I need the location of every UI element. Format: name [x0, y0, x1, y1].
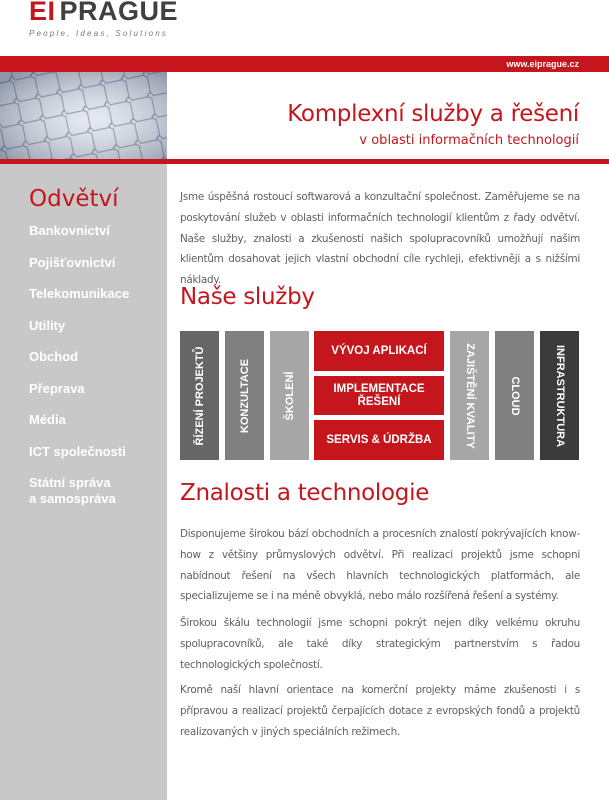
sidebar-title: Odvětví: [29, 186, 119, 212]
sidebar-item-utility[interactable]: Utility: [29, 317, 66, 333]
intro-paragraph: Jsme úspěšná rostoucí softwarová a konzultační společnost. Zaměřujeme se na poskytování služeb v oblasti informačních technologií klientům z řady odvětví. Naše služby, znalosti a zkušenosti našich spolupracovníků umožňují našim klientům dosahovat jejich vlastní obchodní cíle rychleji, efektivněji a s nižšími náklady.: [180, 191, 580, 287]
website-link[interactable]: www.eiprague.cz: [506, 59, 579, 69]
service-box-label: SERVIS & ÚDRŽBA: [326, 433, 432, 446]
sidebar-list: [29, 223, 129, 523]
service-box-implementace: [314, 376, 444, 415]
service-column-label: CLOUD: [508, 375, 521, 416]
puzzle-image: [0, 72, 167, 159]
company-logo: [29, 0, 179, 26]
service-box-vyvoj-aplikaci: [314, 331, 444, 371]
sidebar-item-bankovnictvi[interactable]: Bankovnictví: [29, 223, 110, 238]
service-column-konzultace: [225, 331, 264, 460]
service-column-cloud: [495, 331, 534, 460]
service-column-infrastruktura: [540, 331, 579, 460]
tagline: People, Ideas, Solutions: [29, 29, 169, 38]
sidebar-item-pojistovnictvi[interactable]: Pojišťovnictví: [29, 254, 116, 270]
knowledge-paragraph-3: Kromě naší hlavní orientace na komerční projekty máme zkušenosti i s přípravou a realizací projektů čerpajících dotace z evropských fondů a projektů realizovaných v jiných speciálních režimech.: [180, 684, 580, 738]
hero-title: Komplexní služby a řešení: [287, 101, 579, 127]
service-column-label: ŘÍZENÍ PROJEKTŮ: [193, 345, 206, 446]
service-column-label: ZAJIŠTĚNÍ KVALITY: [463, 342, 476, 449]
sidebar-item-label-line2: a samospráva: [29, 491, 116, 506]
logo-ei: EI: [29, 0, 56, 26]
service-column-label: ŠKOLENÍ: [283, 371, 296, 420]
sidebar-item-ict[interactable]: ICT společnosti: [29, 443, 126, 459]
logo-name: PRAGUE: [59, 0, 179, 26]
service-box-servis-udrzba: [314, 420, 444, 460]
service-column-skoleni: [270, 331, 309, 460]
knowledge-heading: Znalosti a technologie: [180, 480, 430, 506]
sidebar: [0, 164, 167, 800]
sidebar-item-telekomunikace[interactable]: Telekomunikace: [29, 286, 130, 301]
service-column-zajisteni-kvality: [450, 331, 489, 460]
service-box-label: VÝVOJ APLIKACÍ: [331, 344, 427, 357]
service-box-label: IMPLEMENTACE ŘEŠENÍ: [333, 382, 425, 408]
sidebar-item-preprava[interactable]: Přeprava: [29, 380, 85, 396]
sidebar-item-obchod[interactable]: Obchod: [29, 349, 79, 364]
hero-subtitle: v oblasti informačních technologií: [359, 133, 579, 148]
service-column-label: KONZULTACE: [238, 358, 251, 433]
service-column-rizeni-projektu: [180, 331, 219, 460]
puzzle-illustration: [0, 72, 167, 159]
sidebar-item-media[interactable]: Média: [29, 412, 66, 427]
sidebar-item-label-line1: Státní správa: [29, 475, 111, 490]
knowledge-paragraph-1: Disponujeme širokou bází obchodních a procesních znalostí pokrývajících know-how z většiny průmyslových odvětví. Při realizaci projektů jsme schopni nabídnout řešení na všech hlavních technologických platformách, ale specializujeme se i na méně obvyklá, nebo málo rozšířená řešení a systémy.: [180, 528, 580, 603]
service-column-label: INFRASTRUKTURA: [553, 344, 566, 447]
services-heading: Naše služby: [180, 284, 315, 310]
knowledge-paragraph-2: Širokou škálu technologií jsme schopni pokrýt nejen díky velkému okruhu spolupracovníků, ale také díky strategickým partnerstvím s řadou technologických společností.: [180, 617, 580, 671]
sidebar-item-statni-sprava[interactable]: [29, 475, 129, 507]
